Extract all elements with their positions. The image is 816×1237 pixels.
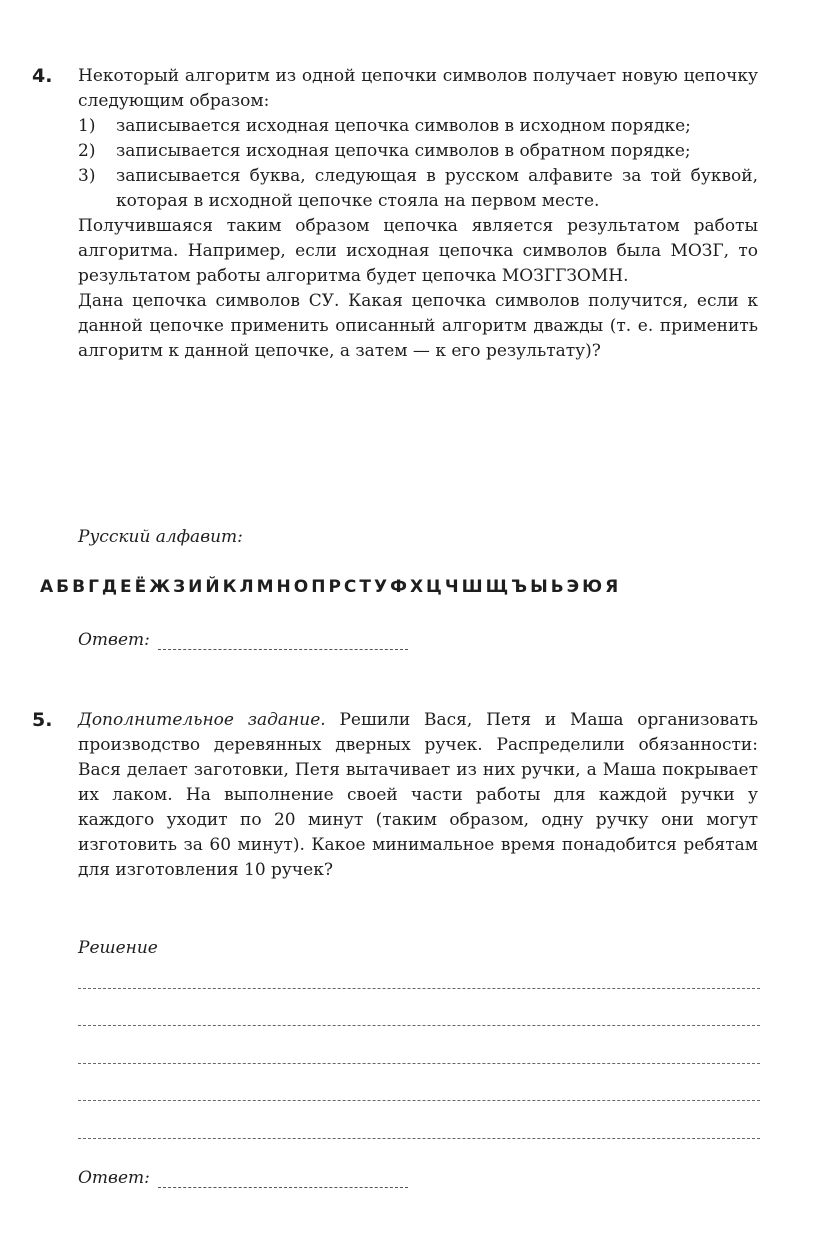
answer-label: Ответ: [78,630,150,650]
solution-line-1[interactable] [78,988,760,989]
task-4-question: Дана цепочка символов СУ. Какая цепочка символов получится, если к данной цепочке применить описанный алгоритм дважды (т. е. применить алгоритм к данной цепочке, а затем — к его результату)? [78,291,758,361]
solution-label: Решение [78,938,158,958]
answer-input-line[interactable] [158,633,408,650]
task-4-answer [78,630,408,650]
step-number: 1) [78,116,96,136]
answer-label: Ответ: [78,1168,150,1188]
answer-input-line[interactable] [158,1171,408,1188]
task-4-step-2 [78,139,758,164]
task-5-lead: Дополнительное задание. [78,710,326,730]
alphabet-label: Русский алфавит: [78,527,243,547]
task-5-body: Решили Вася, Петя и Маша организовать производство деревянных дверных ручек. Распределили обязанности: Вася делает заготовки, Петя вытачивает из них ручки, а Маша покрывает их лаком. На выполнение своей части работы для каждой ручки у каждого уходит по 20 минут (таким образом, одну ручку они могут изготовить за 60 минут). Какое минимальное время понадобится ребятам для изготовления 10 ручек? [78,710,758,880]
step-number: 3) [78,166,96,186]
task-5 [32,708,758,883]
russian-alphabet: АБВГДЕЁЖЗИЙКЛМНОПРСТУФХЦЧШЩЪЫЬЭЮЯ [40,577,622,597]
task-4-number: 4. [32,65,53,87]
solution-line-2[interactable] [78,1025,760,1026]
task-5-number: 5. [32,709,53,731]
task-4-step-1 [78,114,758,139]
solution-line-3[interactable] [78,1063,760,1064]
step-text: записывается исходная цепочка символов в исходном порядке; [116,116,691,136]
solution-line-4[interactable] [78,1100,760,1101]
task-5-answer [78,1168,408,1188]
task-4 [32,64,758,364]
step-number: 2) [78,141,96,161]
task-5-text [78,708,758,883]
task-4-example: Получившаяся таким образом цепочка является результатом работы алгоритма. Например, если исходная цепочка символов была МОЗГ, то результатом работы алгоритма будет цепочка МОЗГГЗОМН. [78,216,758,286]
task-4-intro: Некоторый алгоритм из одной цепочки символов получает новую цепочку следующим образом: [78,66,758,111]
task-4-steps [78,114,758,214]
task-4-step-3 [78,164,758,214]
solution-line-5[interactable] [78,1138,760,1139]
step-text: записывается буква, следующая в русском алфавите за той буквой, которая в исходной цепочке стояла на первом месте. [116,166,758,211]
step-text: записывается исходная цепочка символов в обратном порядке; [116,141,691,161]
